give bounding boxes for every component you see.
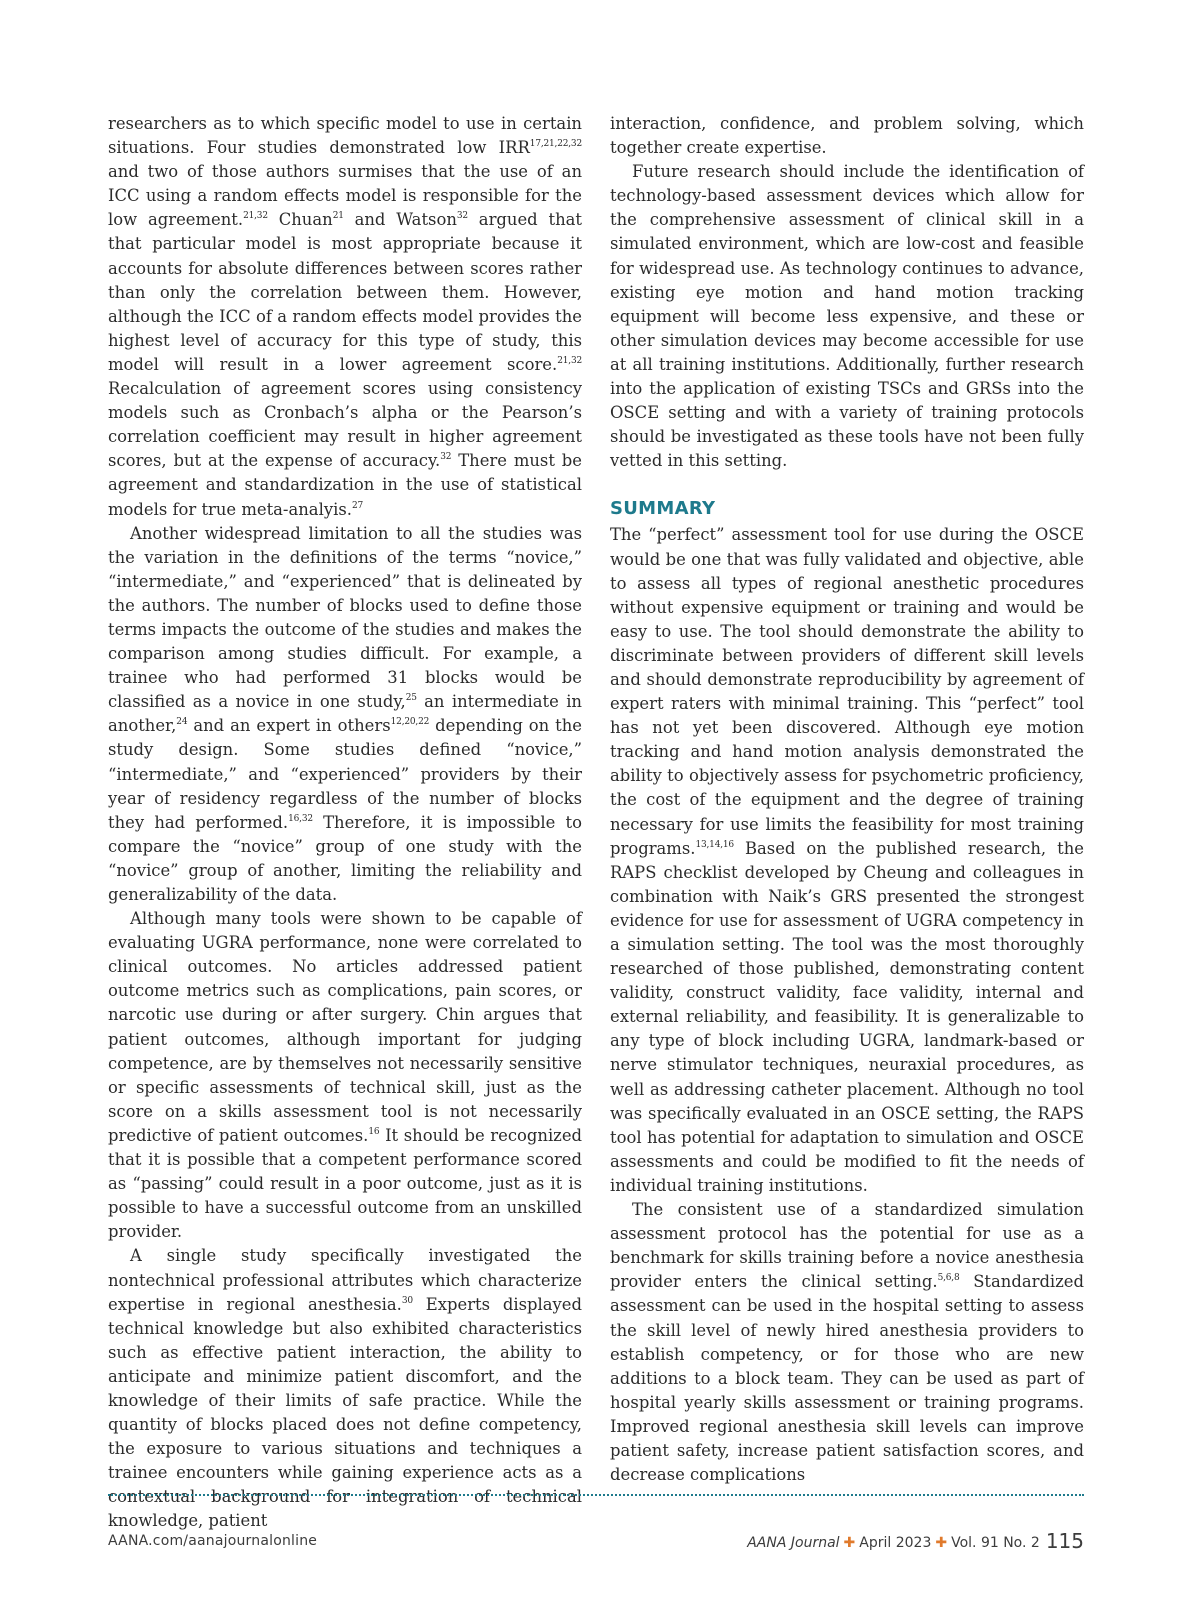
citation: 30 (401, 1295, 413, 1306)
citation: 21 (332, 211, 344, 222)
citation: 13,14,16 (695, 839, 734, 850)
right-column (610, 112, 1084, 1487)
citation: 5,6,8 (937, 1273, 960, 1284)
journal-name: AANA Journal (747, 1535, 840, 1551)
citation: 21,32 (557, 355, 582, 366)
citation: 16,32 (288, 813, 313, 824)
citation: 16 (368, 1126, 380, 1137)
citation: 25 (405, 693, 417, 704)
section-heading-summary: SUMMARY (610, 498, 716, 520)
cross-separator-icon: ✚ (935, 1535, 948, 1551)
page-number: 115 (1045, 1529, 1084, 1553)
citation: 21,32 (243, 211, 268, 222)
body-paragraph: Future research should include the identification of technology-based assessment devices which allow for the comprehensive assessment of clinical skill in a simulated environment, which are low-cost and feasible for widespread use. As technology continues to advance, existing eye motion and hand motion tracking equipment will become less expensive, and these or other simulation devices may become accessible for use at all training institutions. Additionally, further research into the application of existing TSCs and GRSs into the OSCE setting and with a variety of training protocols should be investigated as these tools have not been fully vetted in this setting. (610, 162, 1084, 471)
citation: 27 (351, 500, 364, 511)
body-paragraph: Another widespread limitation to all the studies was the variation in the definitions of the terms “novice,” “intermediate,” and “experienced” that is delineated by the authors. The number of blocks used to define those terms impacts the outcome of the studies and makes the comparison among studies difficult. For example, a trainee who had performed 31 blocks would be classified as a novice in one study,$^{25}$ an intermediate in another,$^{24}$ and an expert in others$^{12,20,22}$ depending on the study design. Some studies defined “novice,” “intermediate,” and “experienced” providers by their year of residency regardless of the number of blocks they had performed.$^{16,32}$ Therefore, it is impossible to compare the “novice” group of one study with the “novice” group of another, limiting the reliability and generalizability of the data. (108, 523, 583, 904)
volume-issue: Vol. 91 No. 2 (951, 1535, 1040, 1551)
body-paragraph: researchers as to which specific model to use in certain situations. Four studies demonstrated low IRR$^{17,21,22,32}$ and two of those authors surmises that the use of an ICC using a random effects model is responsible for the low agreement.$^{21,32}$ Chuan$^{21}$ and Watson$^{32}$ argued that that particular model is most appropriate because it accounts for absolute differences between scores rather than only the correlation between them. However, although the ICC of a random effects model provides the highest level of accuracy for this type of study, this model will result in a lower agreement score.$^{21,32}$ Recalculation of agreement scores using consistency models such as Cronbach’s alpha or the Pearson’s correlation coefficient may result in higher agreement scores, but at the expense of accuracy.$^{32}$ There must be agreement and standardization in the use of statistical models for true meta-analyis.$^{27}$ (108, 114, 582, 519)
left-column (108, 112, 582, 1534)
footer-citation (747, 1529, 1084, 1553)
body-paragraph: interaction, confidence, and problem solving, which together create expertise. (610, 114, 1084, 158)
citation: 32 (456, 211, 468, 222)
body-paragraph: A single study specifically investigated the nontechnical professional attributes which characterize expertise in regional anesthesia.$^{30}$ Experts displayed technical knowledge but also exhibited characteristics such as effective patient interaction, the ability to anticipate and minimize patient discomfort, and the knowledge of their limits of safe practice. While the quantity of blocks placed does not define competency, the exposure to various situations and techniques a trainee encounters while gaining experience acts as a contextual background for integration of technical knowledge, patient (108, 1246, 582, 1531)
citation: 12,20,22 (390, 717, 430, 728)
citation: 17,21,22,32 (529, 139, 582, 150)
citation: 24 (176, 717, 188, 728)
footer-website-link[interactable]: AANA.com/aanajournalonline (108, 1533, 318, 1549)
issue-date: April 2023 (859, 1535, 932, 1551)
footer-divider (108, 1494, 1084, 1496)
cross-separator-icon: ✚ (843, 1535, 856, 1551)
citation: 32 (440, 452, 452, 463)
body-paragraph: The consistent use of a standardized simulation assessment protocol has the potential for use as a benchmark for skills training before a novice anesthesia provider enters the clinical setting.$^{5,6,8}$ Standardized assessment can be used in the hospital setting to assess the skill level of newly hired anesthesia providers to establish competency, or for those who are new additions to a block team. They can be used as part of hospital yearly skills assessment or training programs. Improved regional anesthesia skill levels can improve patient safety, increase patient satisfaction scores, and decrease complications (610, 1200, 1085, 1485)
body-paragraph: Although many tools were shown to be capable of evaluating UGRA performance, none were correlated to clinical outcomes. No articles addressed patient outcome metrics such as complications, pain scores, or narcotic use during or after surgery. Chin argues that patient outcomes, although important for judging competence, are by themselves not necessarily sensitive or specific assessments of technical skill, just as the score on a skills assessment tool is not necessarily predictive of patient outcomes.$^{16}$ It should be recognized that it is possible that a competent performance scored as “passing” could result in a poor outcome, just as it is possible to have a successful outcome from an unskilled provider. (108, 909, 583, 1242)
body-paragraph: The “perfect” assessment tool for use during the OSCE would be one that was fully validated and objective, able to assess all types of regional anesthetic procedures without expensive equipment or training and would be easy to use. The tool should demonstrate the ability to discriminate between providers of different skill levels and should demonstrate reproducibility by agreement of expert raters with minimal training. This “perfect” tool has not yet been discovered. Although eye motion tracking and hand motion analysis demonstrated the ability to objectively assess for psychometric proficiency, the cost of the equipment and the degree of training necessary for use limits the feasibility for most training programs.$^{13,14,16}$ Based on the published research, the RAPS checklist developed by Cheung and colleagues in combination with Naik’s GRS presented the strongest evidence for use for assessment of UGRA competency in a simulation setting. The tool was the most thoroughly researched of those published, demonstrating content validity, construct validity, face validity, internal and external reliability, and feasibility. It is generalizable to any type of block including UGRA, landmark-based or nerve stimulator techniques, neuraxial procedures, as well as addressing catheter placement. Although no tool was specifically evaluated in an OSCE setting, the RAPS tool has potential for adaptation to simulation and OSCE assessments and could be modified to fit the needs of individual training institutions. (610, 525, 1084, 1195)
